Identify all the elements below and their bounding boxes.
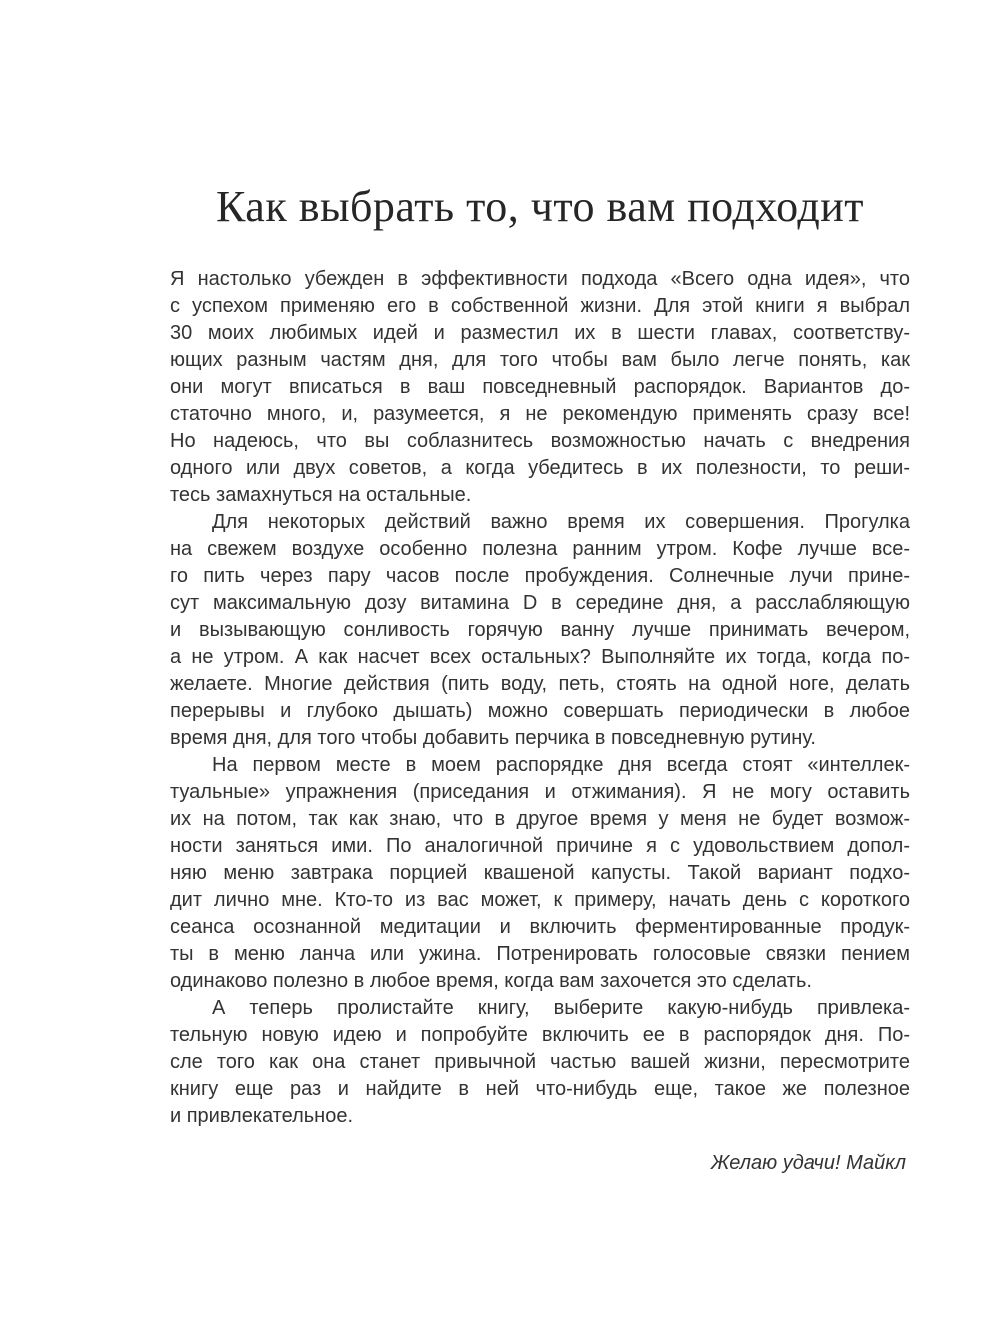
- text-line: одного или двух советов, а когда убедитесь в их полезности, то реши-: [170, 457, 910, 479]
- text-line: Для некоторых действий важно время их совершения. Прогулка: [212, 511, 910, 533]
- text-line: на свежем воздухе особенно полезна ранним утром. Кофе лучше все-: [170, 538, 910, 560]
- text-line: 30 моих любимых идей и разместил их в шести главах, соответству-: [170, 322, 910, 344]
- text-line: Я настолько убежден в эффективности подхода «Всего одна идея», что: [170, 268, 910, 290]
- text-line: тельную новую идею и попробуйте включить ее в распорядок дня. По-: [170, 1024, 910, 1046]
- text-line: тесь замахнуться на остальные.: [170, 484, 472, 506]
- text-line: сеанса осознанной медитации и включить ферментированные продук-: [170, 916, 910, 938]
- paragraph: [170, 995, 910, 1130]
- text-line: время дня, для того чтобы добавить перчика в повседневную рутину.: [170, 727, 816, 749]
- text-line: няю меню завтрака порцией квашеной капусты. Такой вариант подхо-: [170, 862, 910, 884]
- text-line: их на потом, так как знаю, что в другое время у меня не будет возмож-: [170, 808, 910, 830]
- text-line: перерывы и глубоко дышать) можно совершать периодически в любое: [170, 700, 910, 722]
- text-line: На первом месте в моем распорядке дня всегда стоят «интеллек-: [212, 754, 910, 776]
- signature: Желаю удачи! Майкл: [710, 1152, 906, 1174]
- text-line: желаете. Многие действия (пить воду, петь, стоять на одной ноге, делать: [170, 673, 910, 695]
- text-line: одинаково полезно в любое время, когда вам захочется это сделать.: [170, 970, 812, 992]
- text-line: и привлекательное.: [170, 1105, 354, 1127]
- text-line: а не утром. А как насчет всех остальных? Выполняйте их тогда, когда по-: [170, 646, 910, 668]
- paragraph: [170, 509, 910, 752]
- text-line: сле того как она станет привычной частью вашей жизни, пересмотрите: [170, 1051, 910, 1073]
- paragraphs: [170, 266, 910, 1130]
- text-line: дит лично мне. Кто-то из вас может, к примеру, начать день с короткого: [170, 889, 910, 911]
- text-line: Но надеюсь, что вы соблазнитесь возможностью начать с внедрения: [170, 430, 910, 452]
- text-line: книгу еще раз и найдите в ней что-нибудь еще, такое же полезное: [170, 1078, 910, 1100]
- text-line: и вызывающую сонливость горячую ванну лучше принимать вечером,: [170, 619, 910, 641]
- text-line: ющих разным частям дня, для того чтобы вам было легче понять, как: [170, 349, 910, 371]
- text-column: [170, 0, 910, 1177]
- text-line: с успехом применяю его в собственной жизни. Для этой книги я выбрал: [170, 295, 910, 317]
- text-line: ты в меню ланча или ужина. Потренировать голосовые связки пением: [170, 943, 910, 965]
- page-title: Как выбрать то, что вам подходит: [216, 182, 864, 231]
- text-line: А теперь пролистайте книгу, выберите какую-нибудь привлека-: [212, 997, 910, 1019]
- paragraph: [170, 752, 910, 995]
- text-line: го пить через пару часов после пробуждения. Солнечные лучи прине-: [170, 565, 910, 587]
- text-line: статочно много, и, разумеется, я не рекомендую применять сразу все!: [170, 403, 910, 425]
- text-line: туальные» упражнения (приседания и отжимания). Я не могу оставить: [170, 781, 910, 803]
- text-line: сут максимальную дозу витамина D в середине дня, а расслабляющую: [170, 592, 910, 614]
- paragraph: [170, 266, 910, 509]
- text-line: они могут вписаться в ваш повседневный распорядок. Вариантов до-: [170, 376, 910, 398]
- text-line: ности заняться ими. По аналогичной причине я с удовольствием допол-: [170, 835, 910, 857]
